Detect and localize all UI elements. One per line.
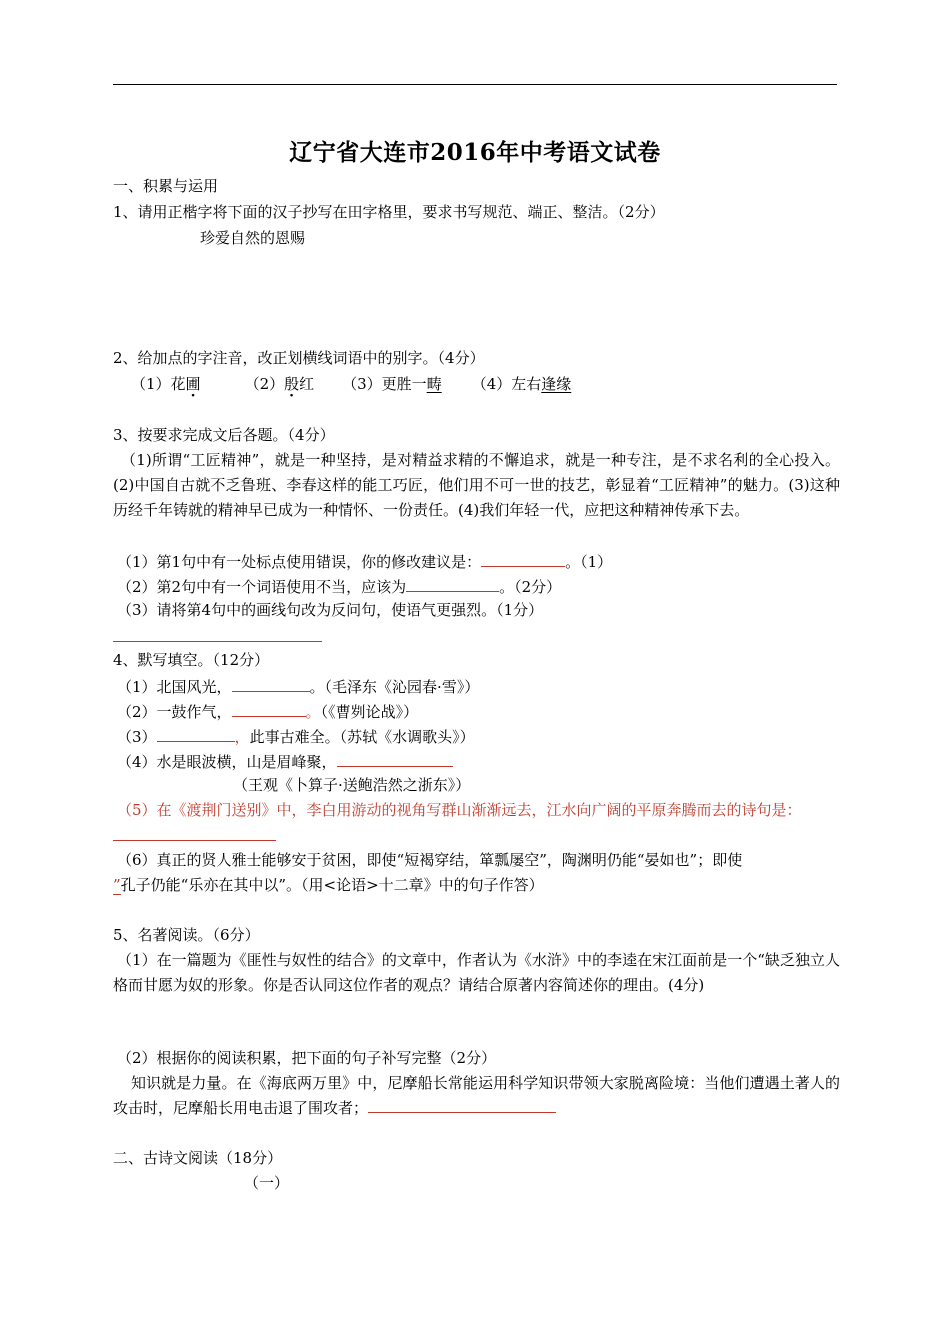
- question-5: 5、名著阅读。（6分）: [113, 926, 260, 944]
- q4-line-6a: （6）真正的贤人雅士能够安于贫困，即使“短褐穿结，箪瓢屡空”，陶渊明仍能“晏如也”；即使: [117, 851, 743, 869]
- q3-passage: （1)所谓“工匠精神”，就是一种坚持，是对精益求精的不懈追求，就是一种专注，是不求名利的全心投入。(2)中国自古就不乏鲁班、李春这样的能工巧匠，他们用不可一世的技艺，彰显着“工匠精神”的魅力。(3)这种历经千年铸就的精神早已成为一种情怀、一份责任。(4)我们年轻一代，应把这种精神传承下去。: [113, 451, 840, 519]
- q2-item-1: （1）花圃: [131, 375, 201, 393]
- section-heading-2: 二、古诗文阅读（18分）: [113, 1149, 283, 1167]
- answer-blank[interactable]: [232, 700, 306, 717]
- answer-blank[interactable]: [337, 750, 453, 767]
- answer-blank[interactable]: [406, 575, 499, 592]
- answer-blank[interactable]: [232, 675, 310, 692]
- q4-line-2: （2）一鼓作气， 。（《曹刿论战》）: [117, 700, 418, 722]
- answer-blank[interactable]: [368, 1096, 556, 1113]
- section-heading-1: 一、积累与运用: [113, 177, 219, 195]
- q5-part-3: 知识就是力量。在《海底两万里》中，尼摩船长常能运用科学知识带领大家脱离险境：当他们遭遇土著人的攻击时，尼摩船长用电击退了围攻者；: [113, 1074, 840, 1117]
- q4-line-6b: ”孔子仍能“乐亦在其中以”。（用<论语>十二章》中的句子作答）: [113, 876, 544, 894]
- q5-part-1: （1）在一篇题为《匪性与奴性的结合》的文章中，作者认为《水浒》中的李逵在宋江面前是一个“缺乏独立人格而甘愿为奴的形象。你是否认同这位作者的观点？请结合原著内容简述你的理由。(4分): [113, 951, 840, 994]
- question-4: 4、默写填空。（12分）: [113, 651, 270, 669]
- q2-item-2: （2）殷红: [244, 375, 315, 393]
- q5-part-2: （2）根据你的阅读积累，把下面的句子补写完整（2分）: [117, 1049, 497, 1067]
- answer-line[interactable]: [113, 641, 322, 642]
- question-3: 3、按要求完成文后各题。（4分）: [113, 426, 335, 444]
- question-1: 1、请用正楷字将下面的汉子抄写在田字格里，要求书写规范、端正、整洁。（2分）: [113, 203, 665, 221]
- q4-line-1: （1）北国风光， 。（毛泽东《沁园春·雪》）: [117, 675, 479, 697]
- q1-phrase: 珍爱自然的恩赐: [200, 229, 306, 247]
- q2-items: [131, 374, 571, 394]
- q4-line-3: （3） ，此事古难全。（苏轼《水调歌头》）: [117, 725, 475, 747]
- q3-sub-2: （2）第2句中有一个词语使用不当，应该为 。（2分）: [117, 575, 561, 597]
- q4-line-4-source: （王观《卜算子·送鲍浩然之浙东》）: [233, 776, 471, 794]
- answer-blank[interactable]: [157, 725, 235, 742]
- answer-line[interactable]: [113, 840, 276, 841]
- q3-sub-1: （1）第1句中有一处标点使用错误，你的修改建议是： 。（1）: [117, 550, 612, 572]
- header-rule: [113, 84, 837, 85]
- subsection-heading: （一）: [244, 1174, 290, 1192]
- question-2: 2、给加点的字注音，改正划横线词语中的别字。（4分）: [113, 349, 485, 367]
- q2-item-3: （3）更胜一畴: [342, 375, 442, 393]
- q3-sub-3: （3）请将第4句中的画线句改为反问句，使语气更强烈。（1分）: [117, 601, 544, 619]
- page-title: 辽宁省大连市2016年中考语文试卷: [289, 139, 661, 166]
- q2-item-4: （4）左右逢缘: [471, 375, 572, 393]
- q4-line-4: （4）水是眼波横，山是眉峰聚，: [117, 750, 453, 772]
- q4-line-5: （5）在《渡荆门送别》中，李白用游动的视角写群山渐渐远去，江水向广阔的平原奔腾而去的诗句是：: [117, 801, 802, 819]
- answer-blank[interactable]: [481, 550, 565, 567]
